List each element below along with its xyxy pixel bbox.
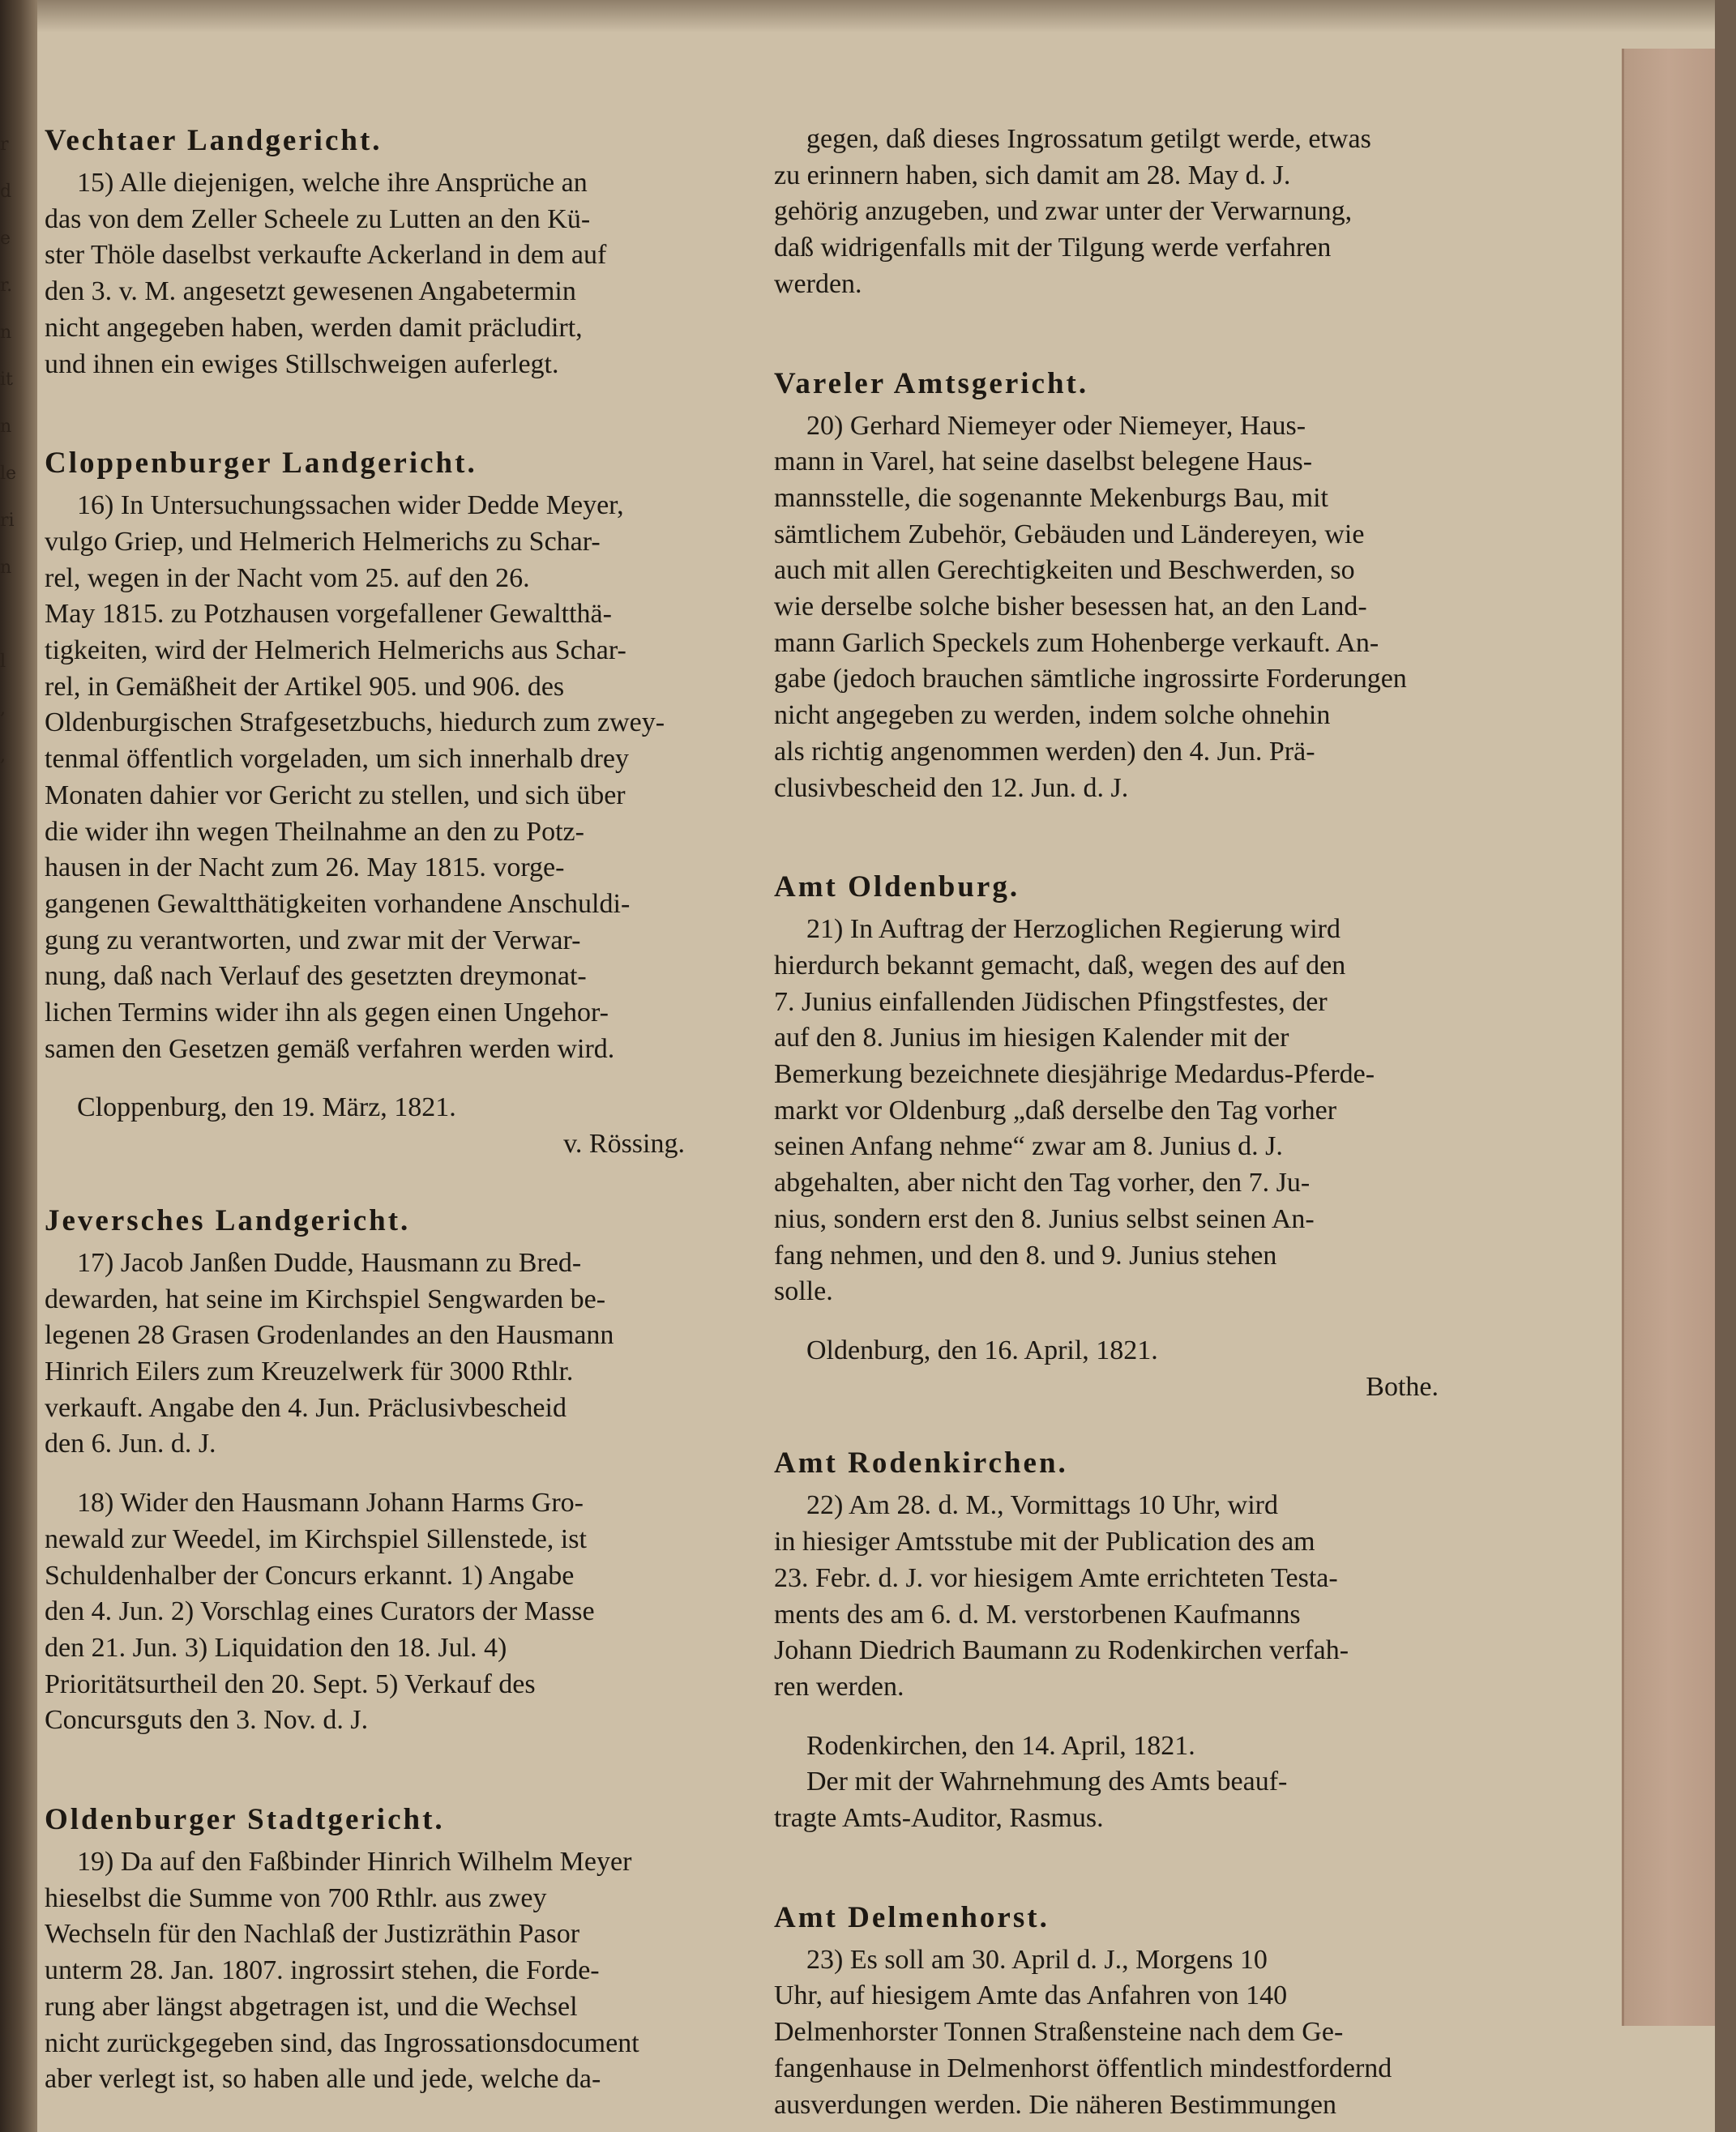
text-line: 23) Es soll am 30. April d. J., Morgens 10 (806, 1944, 1268, 1975)
text-line: newald zur Weedel, im Kirchspiel Sillenstede, ist (45, 1523, 587, 1554)
gutter-text: r d e r. n it n le ri n l , , (0, 135, 17, 766)
text-line: werden. (774, 268, 862, 299)
text-line: tigkeiten, wird der Helmerich Helmerichs aus Schar- (45, 635, 626, 666)
text-line: 15) Alle diejenigen, welche ihre Ansprüche an (77, 168, 588, 198)
dateline: Cloppenburg, den 19. März, 1821. (77, 1092, 456, 1123)
text-line: mann in Varel, hat seine daselbst belegene Haus- (774, 446, 1313, 477)
text-line: seinen Anfang nehme“ zwar am 8. Junius d. J. (774, 1131, 1283, 1162)
text-line: den 6. Jun. d. J. (45, 1429, 216, 1459)
text-line: Johann Diedrich Baumann zu Rodenkirchen verfah- (774, 1635, 1349, 1666)
text-line: rung aber längst abgetragen ist, und die Wechsel (45, 1991, 578, 2022)
text-line: 22) Am 28. d. M., Vormittags 10 Uhr, wird (806, 1490, 1279, 1521)
text-line: 19) Da auf den Faßbinder Hinrich Wilhelm Meyer (77, 1847, 632, 1878)
notice-paragraph (45, 1485, 733, 1739)
text-line: mannsstelle, die sogenannte Mekenburgs Bau, mit (774, 482, 1328, 513)
text-line: gangenen Gewaltthätigkeiten vorhandene Anschuldi- (45, 888, 631, 919)
notice-paragraph (774, 912, 1487, 1310)
page-top-shadow (0, 0, 1736, 32)
text-line: aber verlegt ist, so haben alle und jede, welche da- (45, 2064, 601, 2095)
text-line: gehörig anzugeben, und zwar unter der Verwarnung, (774, 196, 1353, 227)
section-heading: Vechtaer Landgericht. (45, 124, 383, 157)
text-line: nicht zurückgegeben sind, das Ingrossationsdocument (45, 2027, 639, 2058)
text-line: 20) Gerhard Niemeyer oder Niemeyer, Haus- (806, 410, 1306, 441)
right-column (774, 122, 1487, 2132)
section-heading: Oldenburger Stadtgericht. (45, 1803, 445, 1837)
dateline: Oldenburg, den 16. April, 1821. (806, 1335, 1158, 1365)
notice-paragraph (774, 1942, 1487, 2124)
page-edge-shadow (1715, 0, 1736, 2132)
text-line: gegen, daß dieses Ingrossatum getilgt werde, etwas (806, 124, 1371, 154)
signature: v. Rössing. (563, 1129, 685, 1160)
text-line: Bemerkung bezeichnete diesjährige Medardus-Pferde- (774, 1059, 1375, 1090)
text-line: nung, daß nach Verlauf des gesetzten dreymonat- (45, 961, 587, 992)
text-line: ausverdungen werden. Die näheren Bestimmungen (774, 2089, 1336, 2120)
notice-paragraph (45, 1245, 733, 1463)
text-line: Delmenhorster Tonnen Straßensteine nach dem Ge- (774, 2017, 1344, 2048)
text-line: Schuldenhalber der Concurs erkannt. 1) Angabe (45, 1560, 575, 1591)
left-column (45, 122, 733, 2121)
text-line: gung zu verantworten, und zwar mit der Verwar- (45, 925, 581, 955)
text-line: hausen in der Nacht zum 26. May 1815. vorge- (45, 852, 565, 883)
text-line: Wechseln für den Nachlaß der Justizräthin Pasor (45, 1919, 580, 1950)
text-line: 7. Junius einfallenden Jüdischen Pfingstfestes, der (774, 986, 1328, 1017)
text-line: 17) Jacob Janßen Dudde, Hausmann zu Bred- (77, 1247, 582, 1278)
text-line: verkauft. Angabe den 4. Jun. Präclusivbescheid (45, 1392, 567, 1423)
text-line: vulgo Griep, und Helmerich Helmerichs zu Schar- (45, 526, 601, 557)
text-line: die wider ihn wegen Theilnahme an den zu Potz- (45, 816, 584, 847)
text-line: nius, sondern erst den 8. Junius selbst seinen An- (774, 1203, 1315, 1234)
text-line: 16) In Untersuchungssachen wider Dedde Meyer, (77, 490, 624, 521)
section-heading: Vareler Amtsgericht. (774, 366, 1089, 400)
section-heading: Amt Rodenkirchen. (774, 1446, 1068, 1480)
text-line: sämtlichem Zubehör, Gebäuden und Ländereyen, wie (774, 519, 1365, 549)
text-line: in hiesiger Amtsstube mit der Publication des am (774, 1527, 1315, 1557)
text-line: den 4. Jun. 2) Vorschlag eines Curators der Masse (45, 1596, 595, 1627)
section-heading: Amt Oldenburg. (774, 870, 1020, 904)
section-heading: Jeversches Landgericht. (45, 1203, 411, 1237)
text-line: ren werden. (774, 1671, 904, 1702)
text-line: Der mit der Wahrnehmung des Amts beauf- (806, 1767, 1288, 1797)
book-gutter (0, 0, 37, 2132)
notice-paragraph (774, 1488, 1487, 1705)
text-line: dewarden, hat seine im Kirchspiel Sengwarden be- (45, 1284, 606, 1314)
text-line: ster Thöle daselbst verkaufte Ackerland in dem auf (45, 240, 607, 271)
notice-paragraph (45, 488, 733, 1067)
text-line: May 1815. zu Potzhausen vorgefallener Gewaltthä- (45, 599, 612, 630)
text-line: hieselbst die Summe von 700 Rthlr. aus zwey (45, 1882, 547, 1913)
text-line: mann Garlich Speckels zum Hohenberge verkauft. An- (774, 627, 1379, 658)
notice-paragraph (774, 122, 1487, 303)
text-line: tenmal öffentlich vorgeladen, um sich innerhalb drey (45, 744, 630, 775)
text-line: nicht angegeben haben, werden damit präcludirt, (45, 312, 583, 343)
text-line: legenen 28 Grasen Grodenlandes an den Hausmann (45, 1320, 614, 1351)
text-line: das von dem Zeller Scheele zu Lutten an den Kü- (45, 203, 591, 234)
text-line: fang nehmen, und den 8. und 9. Junius stehen (774, 1240, 1277, 1271)
text-line: samen den Gesetzen gemäß verfahren werden wird. (45, 1033, 615, 1064)
text-line: als richtig angenommen werden) den 4. Jun. Prä- (774, 736, 1315, 767)
text-line: 23. Febr. d. J. vor hiesigem Amte errichteten Testa- (774, 1562, 1338, 1593)
text-line: hierdurch bekannt gemacht, daß, wegen des auf den (774, 950, 1346, 981)
signature: Bothe. (1366, 1371, 1439, 1402)
text-line: clusivbescheid den 12. Jun. d. J. (774, 772, 1129, 803)
text-line: zu erinnern haben, sich damit am 28. May d. J. (774, 160, 1291, 190)
text-line: 21) In Auftrag der Herzoglichen Regierung wird (806, 914, 1340, 945)
text-line: Oldenburgischen Strafgesetzbuchs, hiedurch zum zwey- (45, 707, 665, 738)
text-line: auf den 8. Junius im hiesigen Kalender mit der (774, 1023, 1289, 1053)
text-line: wie derselbe solche bisher besessen hat, an den Land- (774, 592, 1367, 622)
text-line: solle. (774, 1276, 833, 1307)
text-line: Hinrich Eilers zum Kreuzelwerk für 3000 Rthlr. (45, 1356, 574, 1386)
notice-paragraph (45, 165, 733, 382)
text-line: den 21. Jun. 3) Liquidation den 18. Jul. 4) (45, 1632, 507, 1663)
text-line: markt vor Oldenburg „daß derselbe den Tag vorher (774, 1095, 1337, 1126)
notice-paragraph (45, 1844, 733, 2098)
text-line: Uhr, auf hiesigem Amte das Anfahren von 140 (774, 1980, 1288, 2011)
dateline: Rodenkirchen, den 14. April, 1821. (806, 1730, 1195, 1761)
text-line: Monaten dahier vor Gericht zu stellen, und sich über (45, 780, 626, 810)
notice-paragraph (774, 1764, 1487, 1836)
notice-paragraph (774, 408, 1487, 807)
text-line: nicht angegeben zu werden, indem solche ohnehin (774, 700, 1331, 731)
section-heading: Cloppenburger Landgericht. (45, 446, 477, 481)
text-line: tragte Amts-Auditor, Rasmus. (774, 1803, 1104, 1834)
text-line: und ihnen ein ewiges Stillschweigen auferlegt. (45, 348, 559, 379)
text-line: Concursguts den 3. Nov. d. J. (45, 1705, 369, 1736)
text-line: 18) Wider den Hausmann Johann Harms Gro- (77, 1488, 584, 1519)
text-line: Prioritätsurtheil den 20. Sept. 5) Verkauf des (45, 1668, 536, 1699)
section-heading: Amt Delmenhorst. (774, 1900, 1050, 1934)
text-line: auch mit allen Gerechtigkeiten und Beschwerden, so (774, 555, 1355, 586)
text-line: unterm 28. Jan. 1807. ingrossirt stehen, die Forde- (45, 1955, 600, 1986)
text-line: gabe (jedoch brauchen sämtliche ingrossirte Forderungen (774, 664, 1407, 694)
text-line: den 3. v. M. angesetzt gewesenen Angabetermin (45, 276, 576, 307)
text-line: rel, in Gemäßheit der Artikel 905. und 906. des (45, 671, 565, 702)
text-line: rel, wegen in der Nacht vom 25. auf den 26. (45, 562, 530, 593)
text-line: lichen Termins wider ihn als gegen einen Ungehor- (45, 998, 609, 1028)
text-line: abgehalten, aber nicht den Tag vorher, den 7. Ju- (774, 1168, 1311, 1198)
text-line: ments des am 6. d. M. verstorbenen Kaufmanns (774, 1599, 1301, 1630)
text-line: daß widrigenfalls mit der Tilgung werde verfahren (774, 233, 1332, 263)
text-line: fangenhause in Delmenhorst öffentlich mindestfordernd (774, 2053, 1392, 2083)
